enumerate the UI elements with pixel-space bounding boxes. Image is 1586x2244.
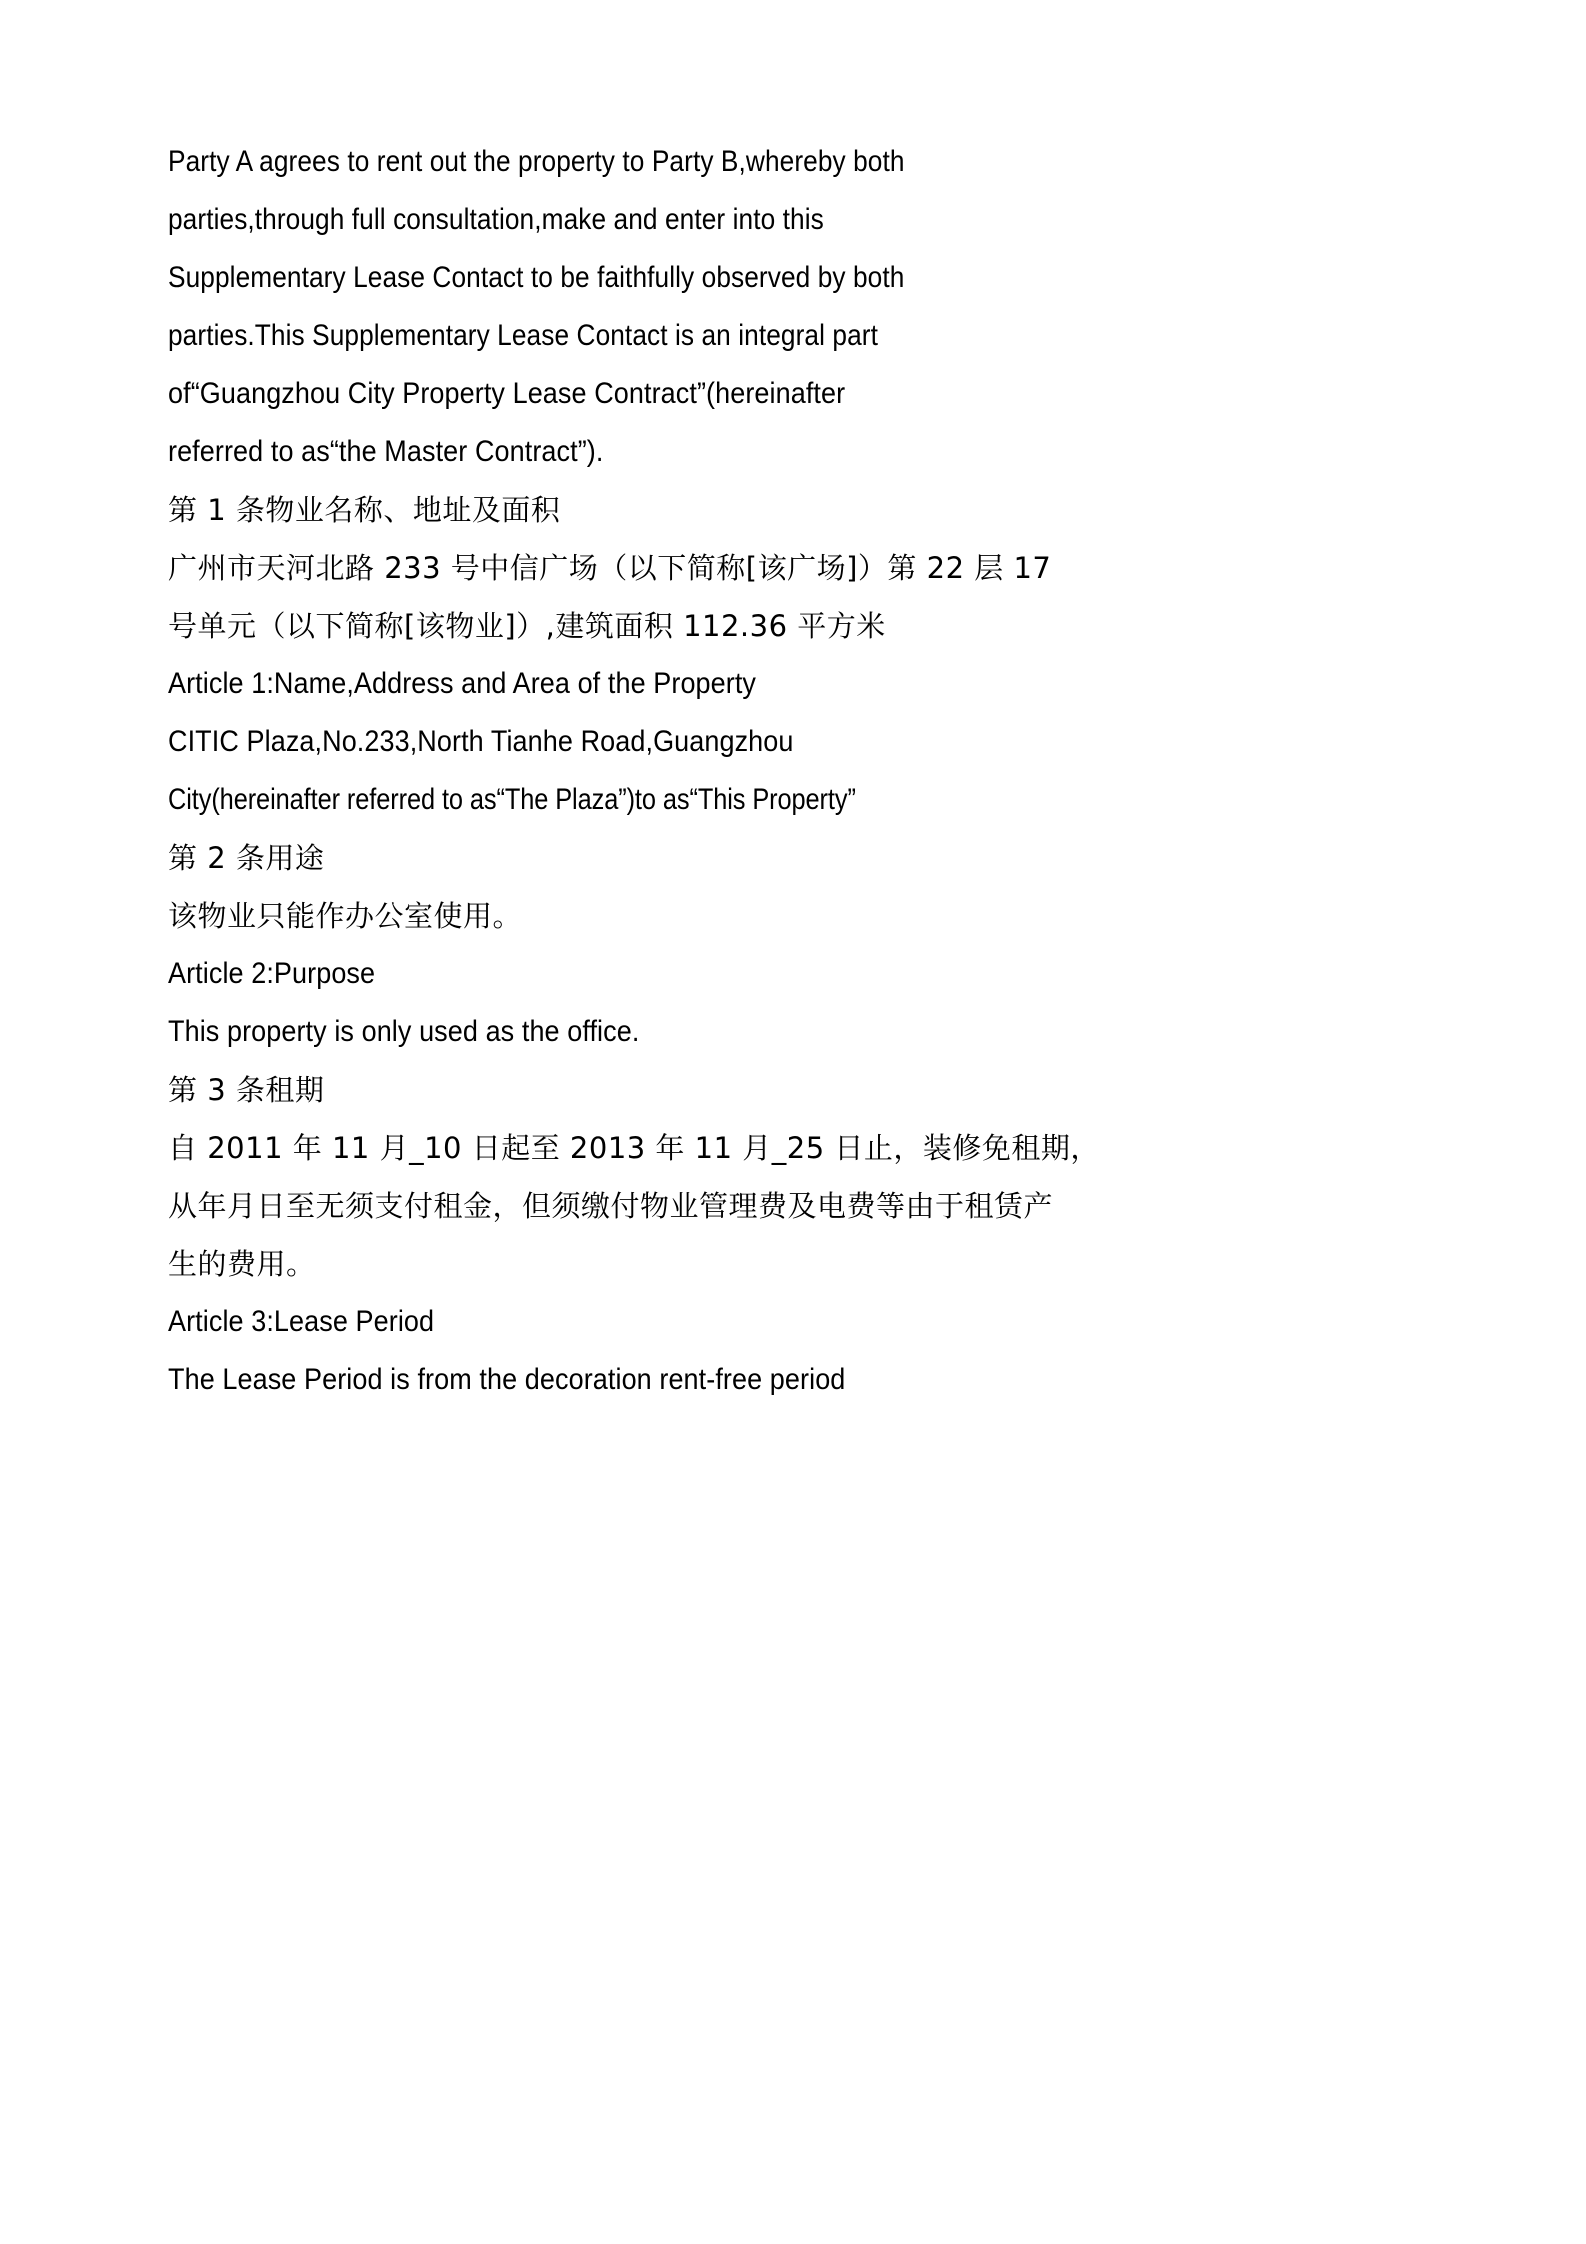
property-address-english: City(hereinafter referred to as“The Plaza”)to as“This Property” [168, 783, 856, 816]
article-heading-english: Article 2:Purpose [168, 957, 376, 990]
paragraph-line: Supplementary Lease Contact to be faithfully observed by both [168, 261, 905, 294]
article-heading-chinese: 第 1 条物业名称、地址及面积 [168, 493, 561, 527]
article-heading-chinese: 第 3 条租期 [168, 1073, 325, 1107]
article-heading-english: Article 1:Name,Address and Area of the Property [168, 667, 757, 700]
property-address-chinese: 广州市天河北路 233 号中信广场（以下简称[该广场]）第 22 层 17 [168, 551, 1052, 585]
paragraph-line: referred to as“the Master Contract”). [168, 435, 604, 468]
lease-period-chinese: 自 2011 年 11 月_10 日起至 2013 年 11 月_25 日止，装修免租期， [168, 1131, 1100, 1165]
paragraph-line: parties,through full consultation,make and enter into this [168, 203, 824, 236]
document-text-column [168, 133, 1100, 1409]
lease-period-chinese: 生的费用。 [168, 1247, 316, 1281]
paragraph-line: of“Guangzhou City Property Lease Contract”(hereinafter [168, 377, 846, 410]
paragraph-line: parties.This Supplementary Lease Contact is an integral part [168, 319, 879, 352]
paragraph-line: Party A agrees to rent out the property to Party B,whereby both [168, 145, 905, 178]
article-heading-english: Article 3:Lease Period [168, 1305, 435, 1338]
article-body-english: This property is only used as the office. [168, 1015, 640, 1048]
property-address-chinese: 号单元（以下简称[该物业]）,建筑面积 112.36 平方米 [168, 609, 886, 643]
article-heading-chinese: 第 2 条用途 [168, 841, 325, 875]
property-address-english: CITIC Plaza,No.233,North Tianhe Road,Guangzhou [168, 725, 794, 758]
lease-period-english: The Lease Period is from the decoration rent-free period [168, 1363, 846, 1396]
article-body-chinese: 该物业只能作办公室使用。 [168, 899, 523, 933]
lease-period-chinese: 从年月日至无须支付租金，但须缴付物业管理费及电费等由于租赁产 [168, 1189, 1054, 1223]
